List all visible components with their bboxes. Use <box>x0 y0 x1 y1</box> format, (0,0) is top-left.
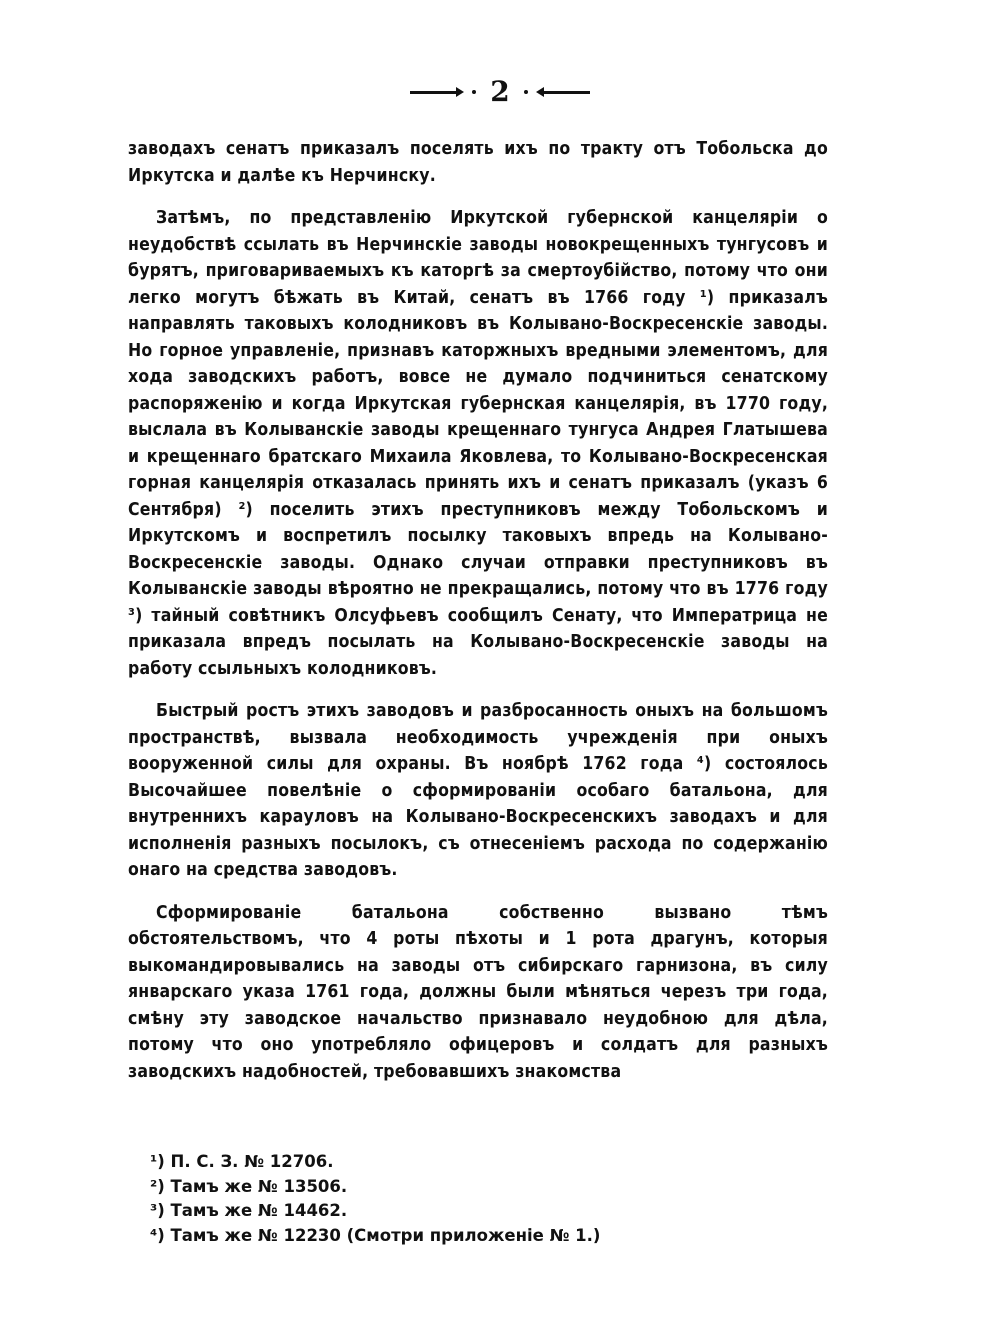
page-header <box>0 75 1000 108</box>
page-number: 2 <box>490 75 510 108</box>
footnote-1: ¹) П. С. З. № 12706. <box>150 1152 334 1171</box>
paragraph-4: Сформированіе батальона собственно вызвано тѣмъ обстоятельствомъ, что 4 роты пѣхоты и 1 рота драгунъ, которыя выкомандировывались на заводы отъ сибирскаго гарнизона, въ силу январскаго указа 1761 года, должны были мѣняться черезъ три года, смѣну эту заводское начальство признавало неудобною для дѣла, потому что оно употребляло офицеровъ и солдатъ для разныхъ заводскихъ надобностей, требовавшихъ знакомства <box>128 902 828 1082</box>
footnote-4: ⁴) Тамъ же № 12230 (Смотри приложеніе № 1.) <box>150 1225 601 1245</box>
left-dot-icon <box>472 90 476 94</box>
footnote-3: ³) Тамъ же № 14462. <box>150 1201 348 1220</box>
paragraph-1: заводахъ сенатъ приказалъ поселять ихъ по тракту отъ Тобольска до Иркутска и далѣе къ Нерчинску. <box>128 139 828 186</box>
paragraph-3: Быстрый ростъ этихъ заводовъ и разбросанность оныхъ на большомъ пространствѣ, вызвала необходимость учрежденія при оныхъ вооруженной силы для охраны. Въ ноябрѣ 1762 года ⁴) состоялось Высочайшее повелѣніе о сформированіи особаго батальона, для внутреннихъ карауловъ на Колывано-Воскресенскихъ заводахъ и для исполненія разныхъ посылокъ, съ отнесеніемъ расхода по содержанію онаго на средства заводовъ. <box>128 701 828 880</box>
left-ornament-icon <box>410 91 458 94</box>
footnote-2: ²) Тамъ же № 13506. <box>150 1176 348 1196</box>
right-ornament-icon <box>542 91 590 94</box>
footnotes <box>150 1150 750 1248</box>
body-text <box>128 136 828 1101</box>
paragraph-2: Затѣмъ, по представленію Иркутской губернской канцеляріи о неудобствѣ ссылать въ Нерчинскіе заводы новокрещенныхъ тунгусовъ и бурятъ, приговариваемыхъ къ каторгѣ за смертоубійство, потому что они легко могутъ бѣжать въ Китай, сенатъ въ 1766 году ¹) приказалъ направлять таковыхъ колодниковъ въ Колывано-Воскресенскіе заводы. Но горное управленіе, признавъ каторжныхъ вредными элементомъ, для хода заводскихъ работъ, вовсе не думало подчиниться сенатскому распоряженію и когда Иркутская губернская канцелярія, въ 1770 году, выслала въ Колыванскіе заводы крещеннаго тунгуса Андрея Глатышева и крещеннаго братскаго Михаила Яковлева, то Колывано-Воскресенская горная канцелярія отказалась принять ихъ и сенатъ приказалъ (указъ 6 Сентября) ²) поселить этихъ преступниковъ между Тобольскомъ и Иркутскомъ и воспретилъ посылку таковыхъ впредь на Колывано-Воскресенскіе заводы. Однако случаи отправки преступниковъ въ Колыванскіе заводы вѣроятно не прекращались, потому что въ 1776 году ³) тайный совѣтникъ Олсуфьевъ сообщилъ Сенату, что Императрица не приказала впредъ посылать на Колывано-Воскресенскіе заводы на работу ссыльныхъ колодниковъ. <box>128 208 828 679</box>
right-dot-icon <box>524 90 528 94</box>
